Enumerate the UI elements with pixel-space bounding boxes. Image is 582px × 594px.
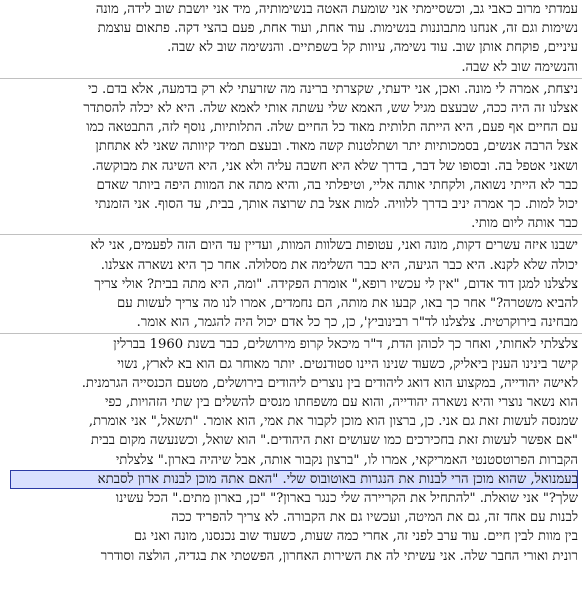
text-line: לבנות עם אחד זה, גם את המיטה, ועכשיו גם את הקבורה. לא צריך להפריד ככה [171, 510, 578, 526]
text-line: בין מוות לבין חיים. עוד ערב לפני זה, אחרי כמה שעות, כשעוד שוב נכנסנו, מונה ואני גם [133, 529, 578, 545]
text-line: ושאני אטפל בה. ובסופו של דבר, בדרך שלא היא חשבה עליה ולא אני, היא השיגה את מבוקשה. [91, 158, 578, 174]
text-line: לאישה יהודייה, במקצוע הוא דואג ליהודים בין נוצרים ליהודים בירושלים, מטעם הכנסייה הגרמנית. [81, 375, 578, 391]
text-line: והנשימה שוב לא שבה. [461, 59, 578, 75]
text-line: כבר לא הייתי נשואה, ולקחתי אותה אליי, וטיפלתי בה, והיא מתה את המוות היפה ביותר שאדם [96, 177, 578, 193]
highlighted-text-line[interactable]: בעמנואל, שהוא מוכן הרי לבנות את הנגרות באוטובוס שלי. "האם אתה מוכן לבנות ארון לסבתא [10, 470, 578, 489]
paragraph-1 [0, 0, 582, 78]
text-line: "אם אפשר לעשות זאת בחכירכים כמו שעושים זאת היהודים." הוא שואל, וכשנעשה מקום בבית [90, 433, 578, 449]
text-line: ניצחת, אמרה לי מונה. ואכן, אני ידעתי, שקצרתי ברינה מה שזרעתי לא רק בדמעה, אלא בדם. כי [87, 81, 578, 97]
text-line: נשימות וגם זה, אנחנו מתבוננות בנשימות. עוד אחת, ועוד אחת, פעם בהצי דקה. פתאום עוצמת [97, 21, 578, 37]
text-line: כבר אותה ליום מותי. [471, 216, 578, 232]
text-line: עמדתי מרוב כאבי גב, וכשסיימתי אני שומעת האטה בנשימותיה, מיד אני יושבת שוב לידה, מונה [95, 2, 578, 17]
text-line: עיניים, פוקחת אותן שוב. עוד נשימה, עיוות קל בשפתיים. והנשימה שוב לא שבה. [167, 40, 578, 56]
text-line: צלצלנו למגן דוד אדום, "אין לי עכשיו רופא," אומרת הפקידה. "ומה, היא מתה בבית? אולי צריך [94, 276, 578, 292]
text-line: ישבנו איזה עשרים דקות, מונה ואני, עטופות בשלוות המוות, ועדיין עד היום הזה לפעמים, אני לא [90, 238, 578, 254]
text-line: עם החיים אף פעם, היא הייתה תלותית מאוד כל החיים שלה. התלותיות, נוסף לזה, התבטאה כמו [86, 120, 578, 136]
text-line: שלך?" אני שואלת. "להתחיל את הקריירה שלי כנגר בארון?" "כן, בארון מתים." הכל עשינו [115, 491, 578, 507]
text-line: שמנסה לעשות זאת גם אני. כן, ברצון הוא מוכן לקבור את אמי, הוא אומר. "תשאל," אני אומרת, [88, 414, 578, 430]
paragraph-3 [0, 234, 582, 333]
text-line: מבחינה בירוקרטית. צלצלנו לד"ר רבינוביץ', כן, כך כל אדם יכול היה להגמר, הוא אומר. [136, 315, 578, 331]
paragraph-4 [0, 333, 582, 566]
text-line: אצלנו זה היה ככה, שבעצם מגיל שש, האמא שלי עשתה אותי לאמא שלה. היא לא יכלה להסתדר [83, 101, 578, 117]
text-line: להביא משטרה?" אחר כך באו, קבעו את מותה, הם נחמדים, אמרו לנו מה צריך לעשות עם [116, 296, 578, 312]
text-line: יכולה שלא לקנא. היא כבר הגיעה, היא כבר השלימה את מסלולה. אחר כך היא נשארה אצלנו. [100, 257, 578, 273]
text-line: קישר בינינו הענין ביאליק, כשעוד שנינו היינו סטודנטים. יותר מאוחר גם הוא בא לארץ, נשוי [117, 356, 578, 372]
text-line: הקברות הפרוטסטנטי האמריקאי, אמרו לו, "ברצון נקבור אותה, אבל שיהיה בארון." צלצלתי [115, 452, 578, 468]
text-line: הוא נשאר נוצרי והיא נשארה יהודייה, והוא עם משפחתו מנסים להשלים בין שתי הזהויות, כפי [104, 395, 578, 411]
text-line: רונית ואורי החבר שלה. אני עשיתי לה את השירות האחרון, הפשטתי את בגדיה, הולצה וסודרר [100, 548, 578, 564]
text-line: אצל הרבה אנשים, בסמכותיות יתר ושתלטנות קשה מאוד. ובעצם תמיד קיוותה שאני לא אתחתן [95, 139, 578, 155]
text-line: יכול למות. כך אמרה יניב בדרך ללוויה. למות אצל בת שרוצה אותך, בבית, עד הסוף. אני הזמנתי [94, 197, 578, 213]
text-line: צלצלתי לאחותי, ואחר כך לכוהן הדת, ד"ר מיכאל קרופ מירושלים, כבר בשנת 1960 בברלין [113, 337, 578, 353]
paragraph-2 [0, 78, 582, 235]
